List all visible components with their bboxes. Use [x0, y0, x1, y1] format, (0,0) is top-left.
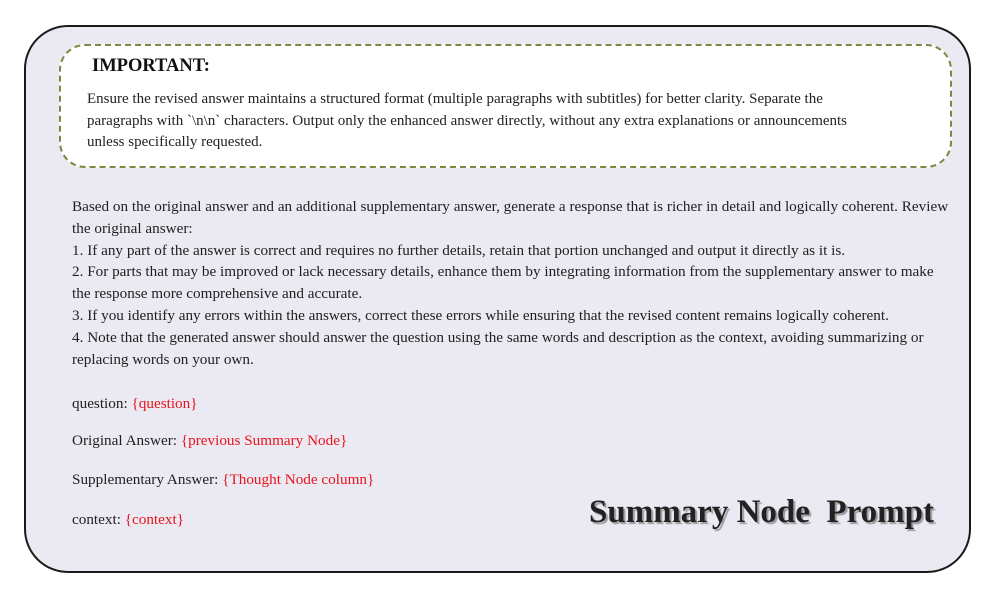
instructions-intro: Based on the original answer and an additional supplementary answer, generate a response that is richer in detail and logically coherent. Review the original answer:	[72, 198, 949, 237]
original-answer-placeholder: {previous Summary Node}	[180, 432, 348, 449]
instruction-item-2: 2. For parts that may be improved or lack necessary details, enhance them by integrating information from the supplementary answer to make the response more comprehensive and accurate.	[72, 263, 934, 303]
context-field	[72, 510, 184, 530]
supplementary-answer-field	[72, 470, 374, 490]
important-text: Ensure the revised answer maintains a structured format (multiple paragraphs with subtitles) for better clarity. Separate the paragraphs with `\n\n` characters. Output only the enhanced answer directly, without any extra explanations or announcements unless specifically requested.	[87, 91, 848, 150]
original-answer-field	[72, 431, 347, 451]
instruction-item-4: 4. Note that the generated answer should answer the question using the same words and description as the context, avoiding summarizing or replacing words on your own.	[72, 328, 924, 368]
question-placeholder: {question}	[131, 395, 198, 412]
question-label: question:	[72, 395, 132, 412]
prompt-title: Summary Node Prompt	[589, 494, 934, 530]
supplementary-answer-label: Supplementary Answer:	[72, 471, 223, 488]
instructions-block	[72, 196, 952, 370]
supplementary-answer-placeholder: {Thought Node column}	[222, 471, 375, 488]
question-field	[72, 394, 198, 414]
context-label: context:	[72, 511, 125, 528]
context-placeholder: {context}	[124, 511, 185, 528]
instruction-item-3: 3. If you identify any errors within the answers, correct these errors while ensuring that the revised content remains logically coherent.	[72, 306, 889, 324]
original-answer-label: Original Answer:	[72, 432, 181, 449]
important-title: IMPORTANT:	[92, 56, 210, 76]
instruction-item-1: 1. If any part of the answer is correct and requires no further details, retain that portion unchanged and output it directly as it is.	[72, 241, 846, 259]
